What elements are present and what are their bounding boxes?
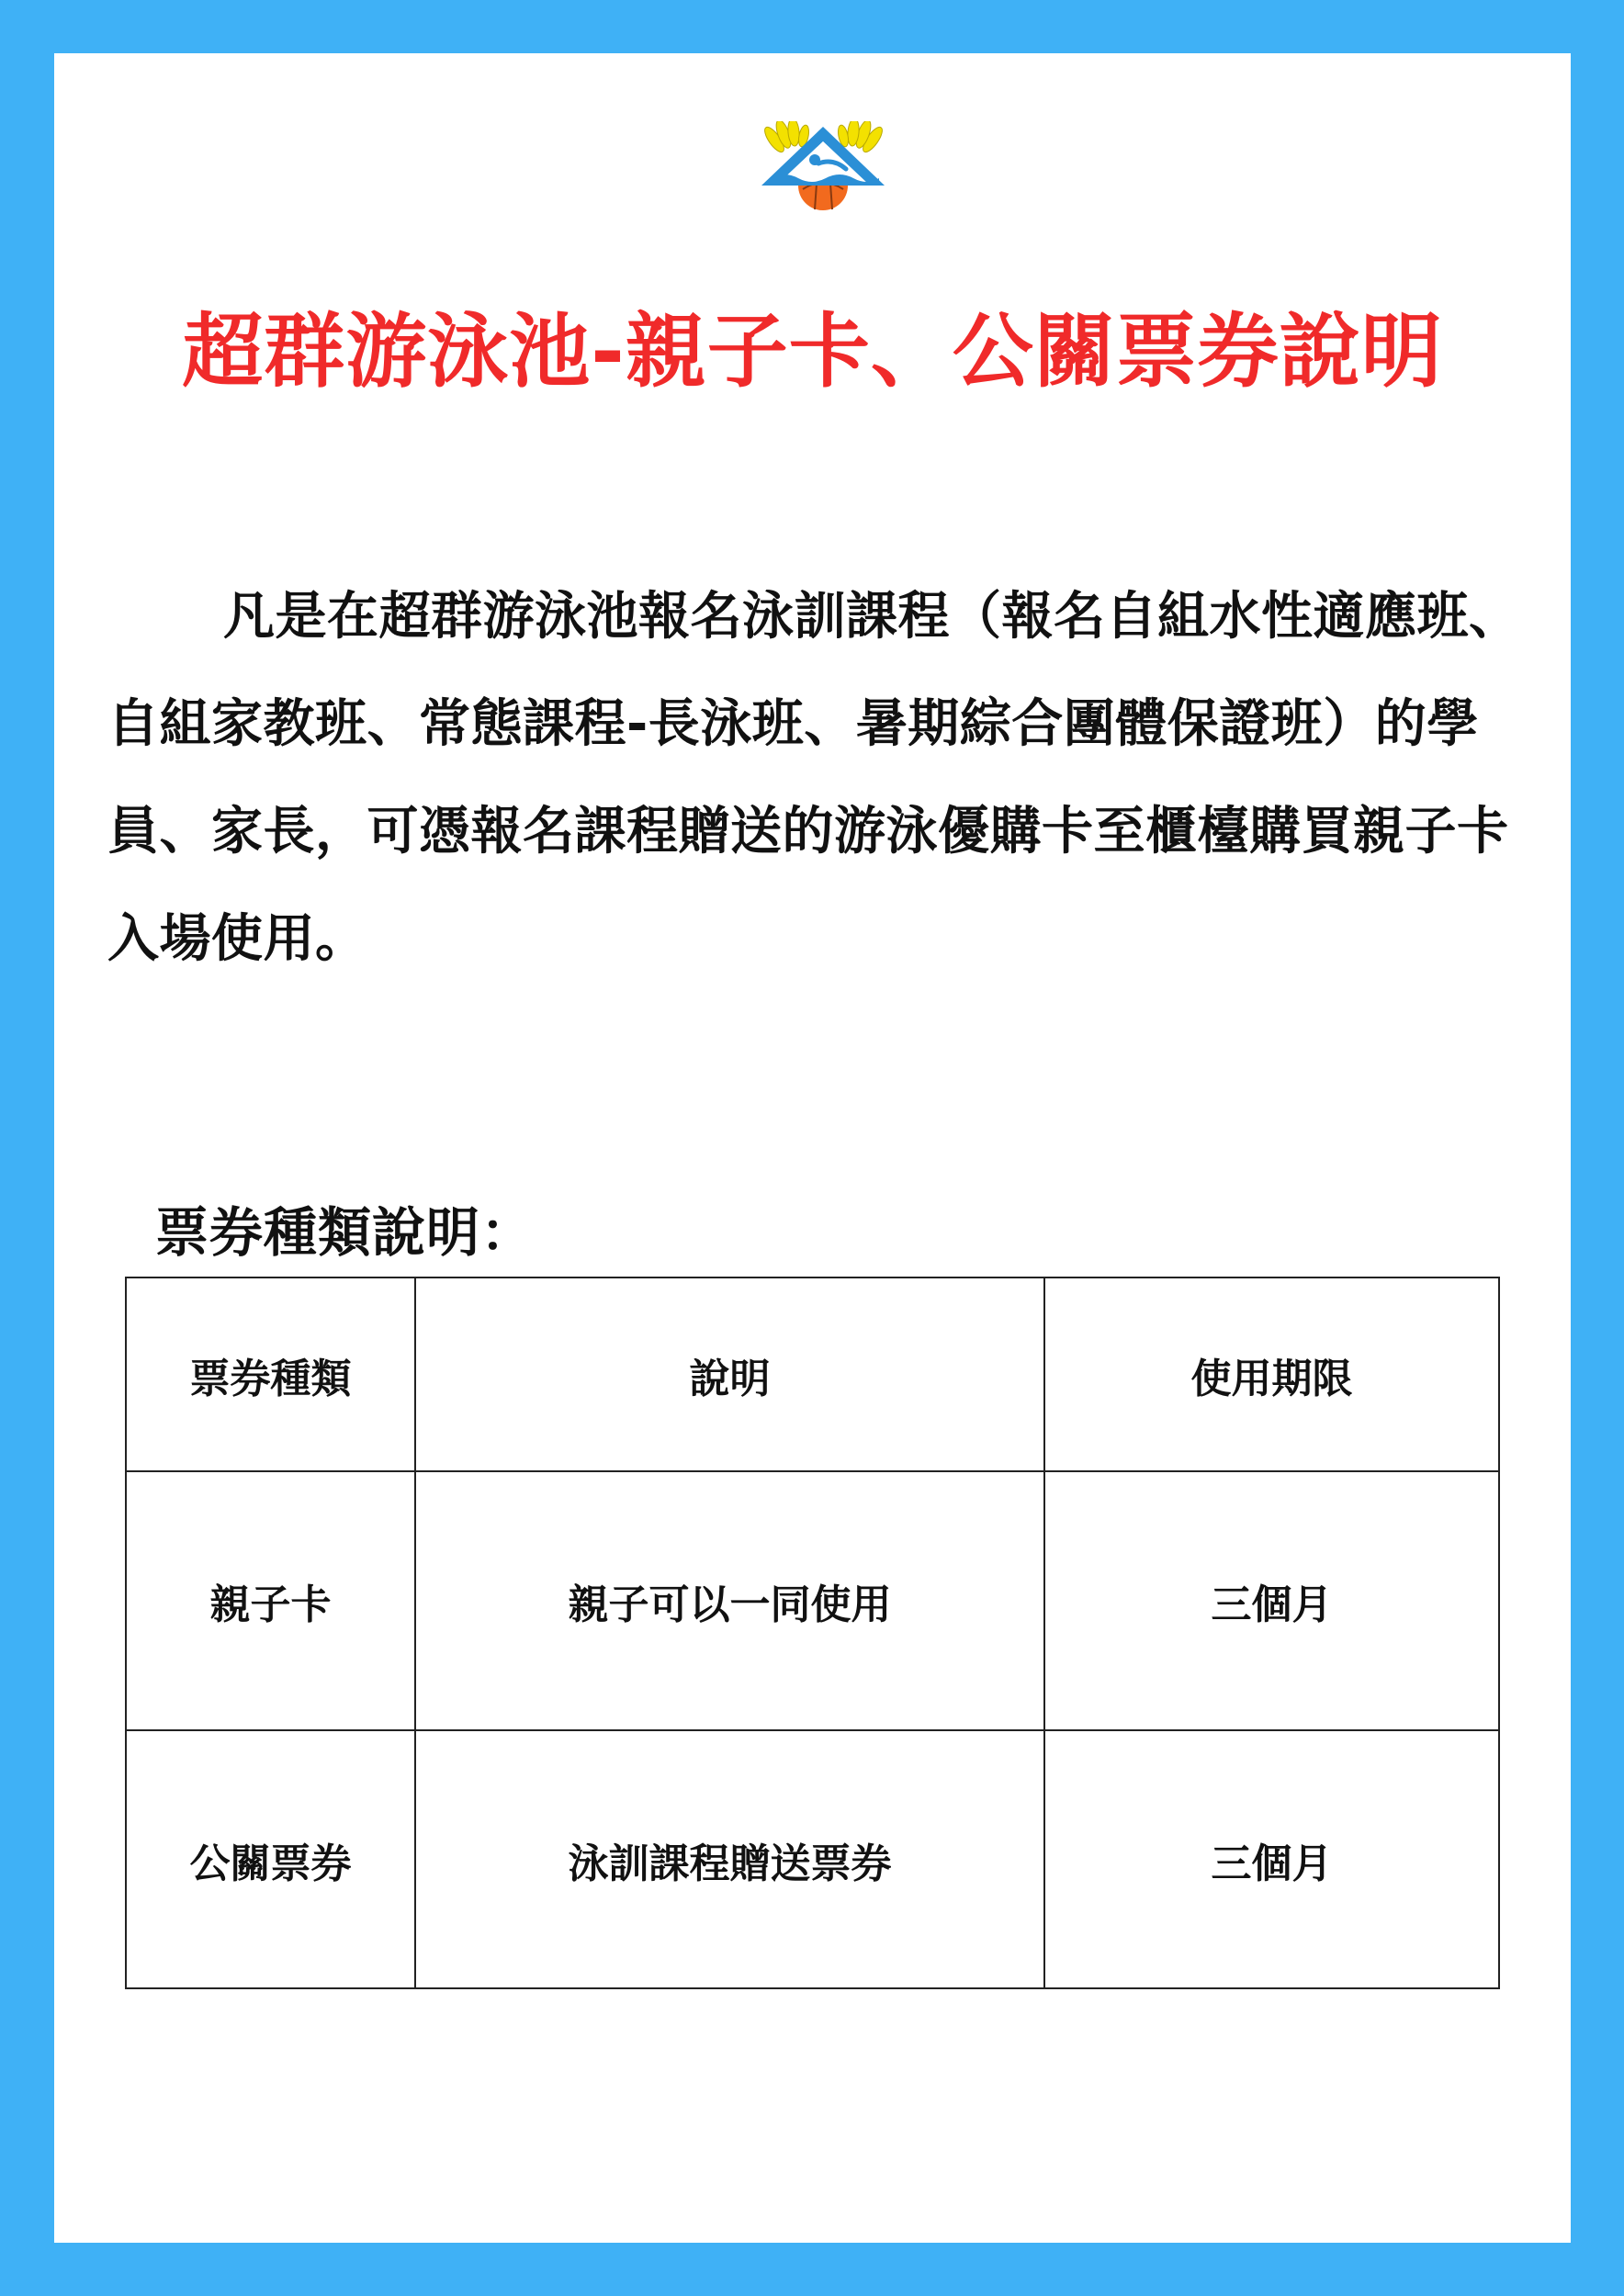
notice-page [54, 53, 1571, 2243]
intro-paragraph: 凡是在超群游泳池報名泳訓課程（報名自組水性適應班、自組家教班、常態課程-長泳班、暑期綜合團體保證班）的學員、家長，可憑報名課程贈送的游泳優購卡至櫃檯購買親子卡入場使用。 [107, 587, 1521, 969]
table-row [126, 1730, 1499, 1988]
validity-cell: 三個月 [1044, 1471, 1499, 1730]
header-description: 說明 [415, 1277, 1044, 1471]
header-validity: 使用期限 [1044, 1277, 1499, 1471]
page-title: 超群游泳池-親子卡、公關票券說明 [182, 304, 1443, 399]
ticket-table [125, 1277, 1500, 1989]
ticket-type-cell: 公關票券 [126, 1730, 415, 1988]
section-heading: 票券種類說明： [155, 1201, 536, 1264]
table-row [126, 1471, 1499, 1730]
validity-cell: 三個月 [1044, 1730, 1499, 1988]
table-header-row [126, 1277, 1499, 1471]
description-cell: 泳訓課程贈送票券 [415, 1730, 1044, 1988]
ticket-type-cell: 親子卡 [126, 1471, 415, 1730]
header-ticket-type: 票券種類 [126, 1277, 415, 1471]
swimming-pool-logo-icon [761, 121, 885, 213]
description-cell: 親子可以一同使用 [415, 1471, 1044, 1730]
